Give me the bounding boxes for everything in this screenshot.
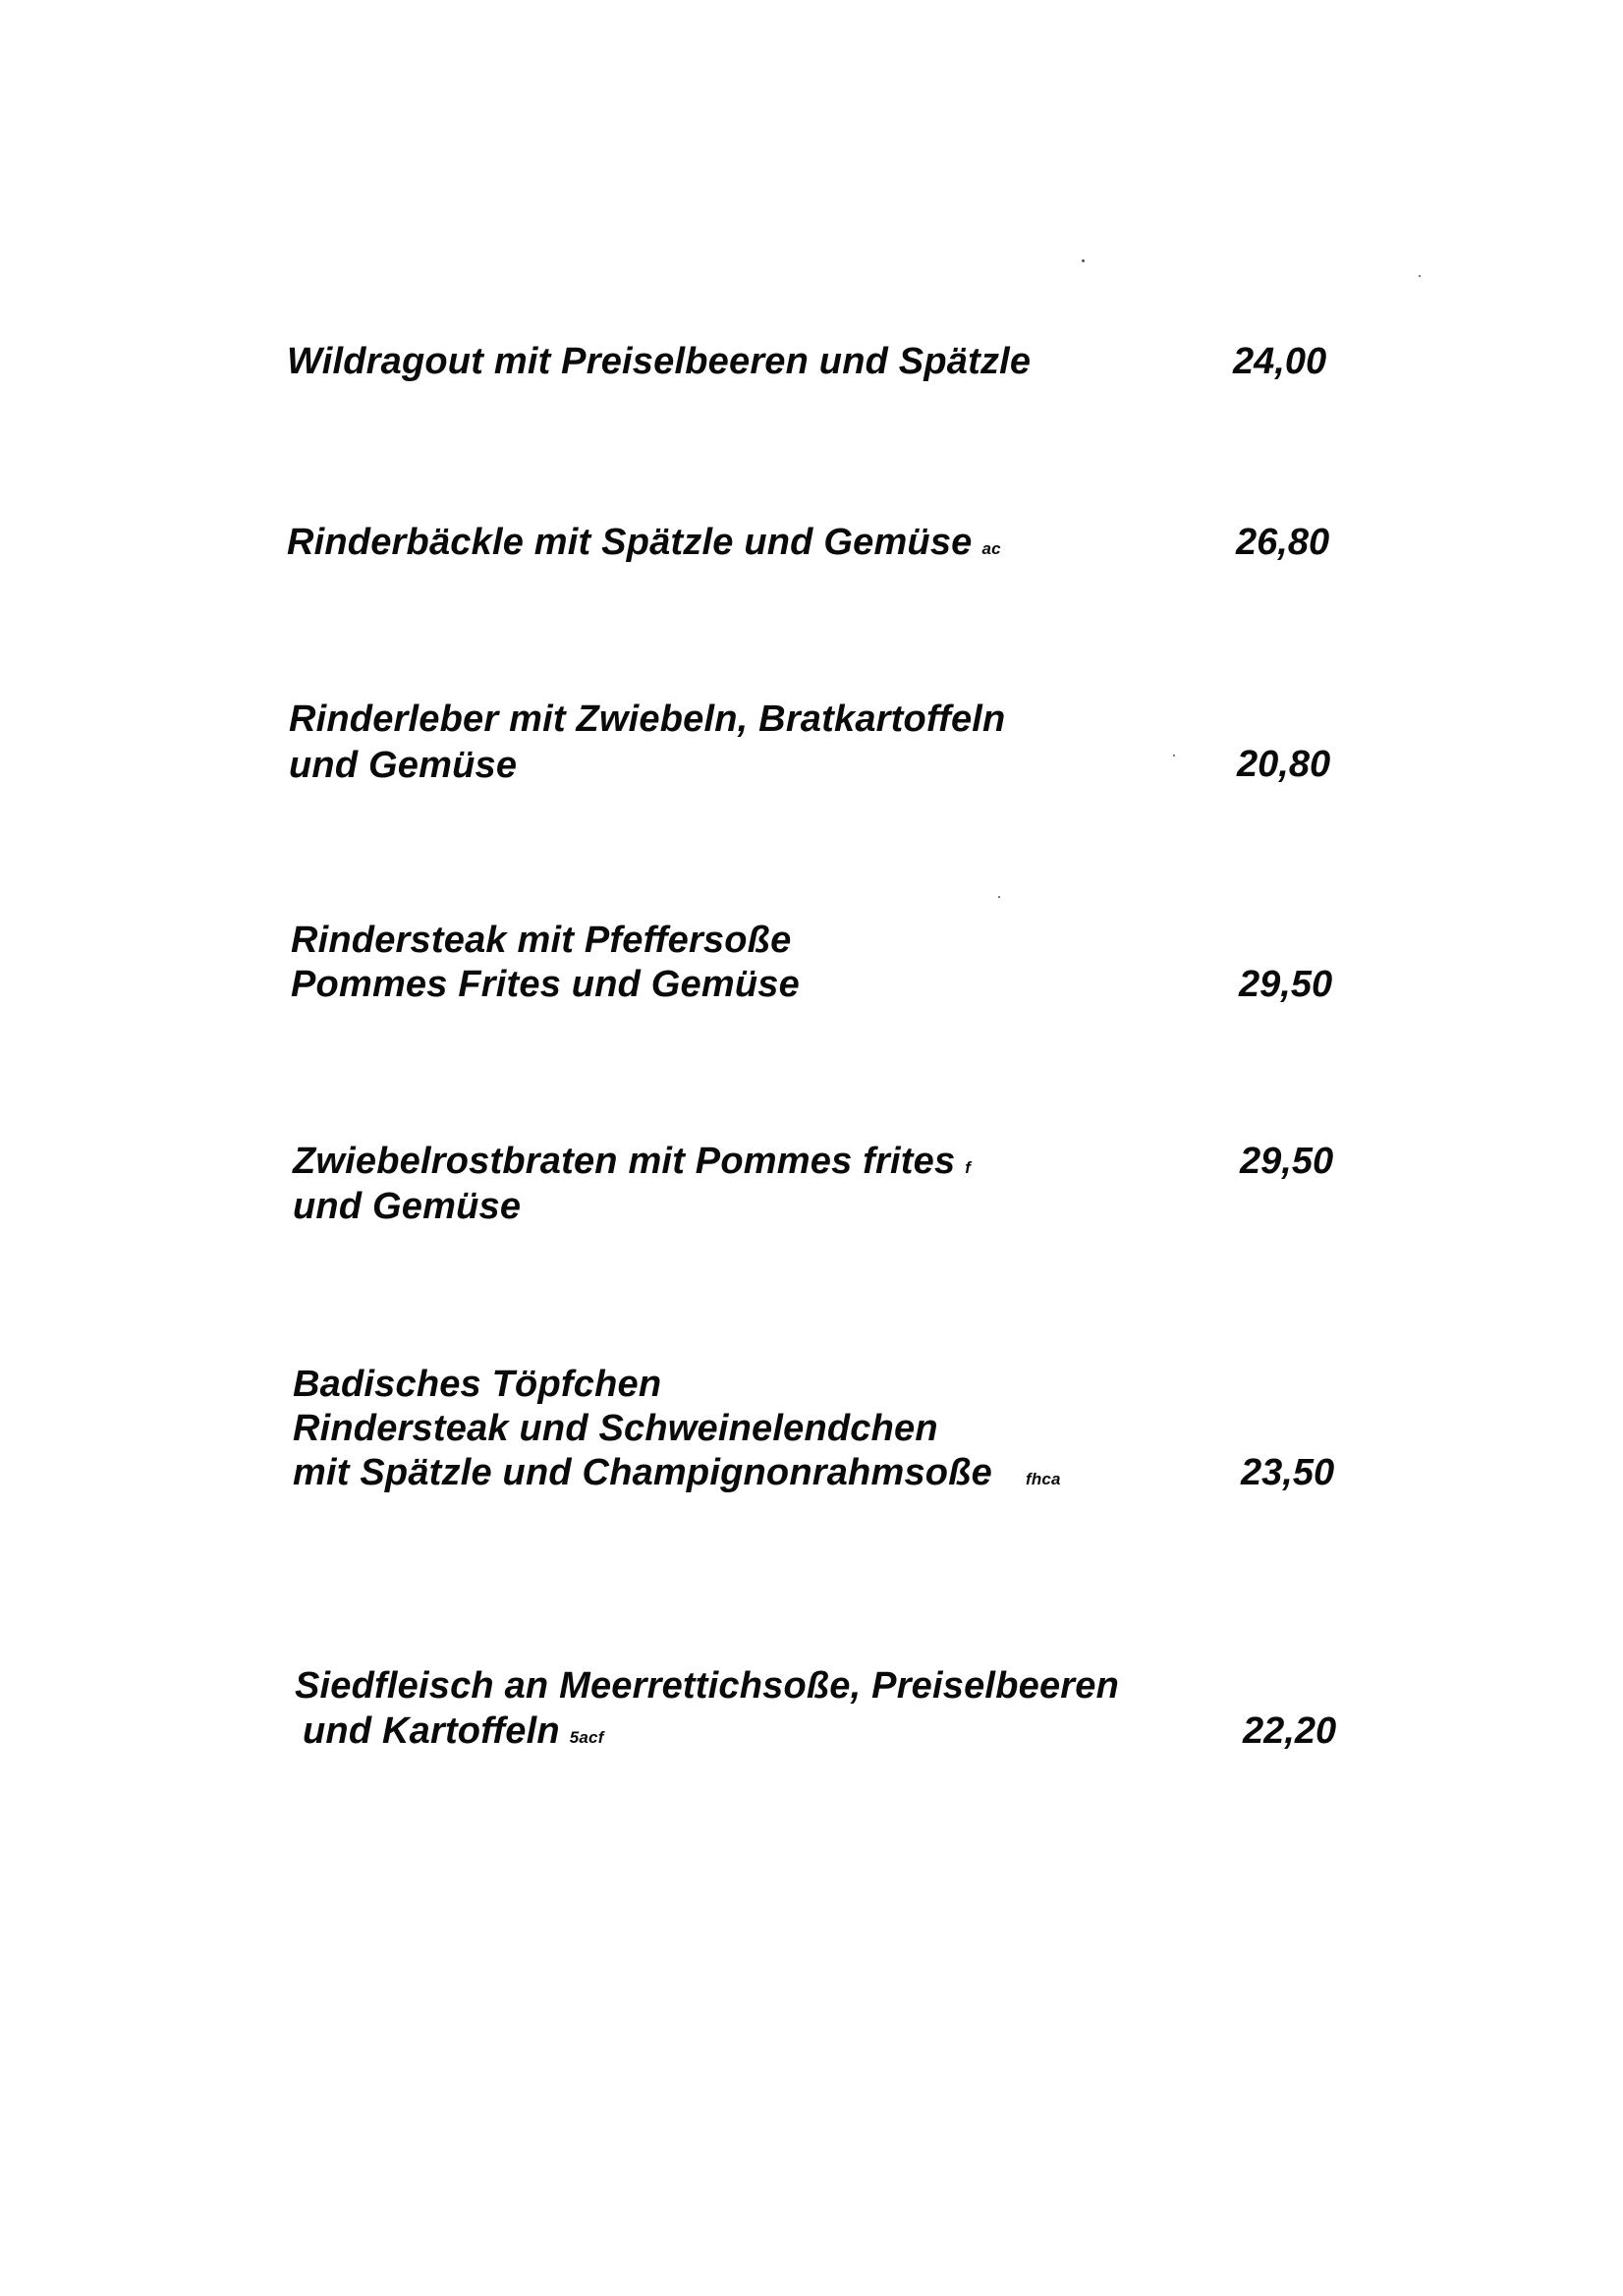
dish-name: mit Spätzle und Champignonrahmsoße: [293, 1452, 992, 1493]
dish-name: und Kartoffeln: [303, 1710, 560, 1752]
dish-name: und Gemüse: [293, 1186, 522, 1227]
allergen-codes: 5acf: [569, 1728, 604, 1747]
dish-price: 22,20: [1243, 1710, 1337, 1752]
dish-name: Rindersteak und Schweinelendchen: [293, 1408, 938, 1449]
scan-speck: [998, 896, 1000, 898]
dish-name: Pommes Frites und Gemüse: [291, 964, 800, 1005]
dish-price: 26,80: [1236, 522, 1330, 563]
dish-price: 23,50: [1241, 1452, 1335, 1493]
dish-name: Badisches Töpfchen: [293, 1364, 662, 1405]
dish-price: 20,80: [1237, 744, 1331, 785]
dish-name: Siedfleisch an Meerrettichsoße, Preiselbeeren: [295, 1665, 1120, 1707]
dish-name: und Gemüse: [289, 745, 518, 786]
dish-name-line: [293, 1451, 1061, 1501]
scan-speck: [1173, 755, 1175, 756]
dish-name-line: [287, 521, 1001, 571]
dish-price: 29,50: [1239, 964, 1333, 1005]
dish-name-line: [293, 1140, 971, 1190]
scan-speck: [1082, 259, 1085, 262]
dish-price: 29,50: [1240, 1141, 1334, 1182]
dish-name: Zwiebelrostbraten mit Pommes frites: [293, 1141, 956, 1182]
dish-name-line: [303, 1709, 604, 1760]
dish-name: Rindersteak mit Pfeffersoße: [291, 920, 792, 961]
dish-name: Wildragout mit Preiselbeeren und Spätzle: [287, 341, 1032, 382]
dish-price: 24,00: [1233, 341, 1327, 382]
dish-name: Rinderbäckle mit Spätzle und Gemüse: [287, 522, 973, 563]
allergen-codes: fhca: [1025, 1470, 1061, 1488]
allergen-codes: ac: [981, 539, 1001, 558]
allergen-codes: f: [965, 1158, 972, 1177]
dish-name: Rinderleber mit Zwiebeln, Bratkartoffeln: [289, 699, 1006, 740]
scan-speck: [1419, 275, 1421, 277]
